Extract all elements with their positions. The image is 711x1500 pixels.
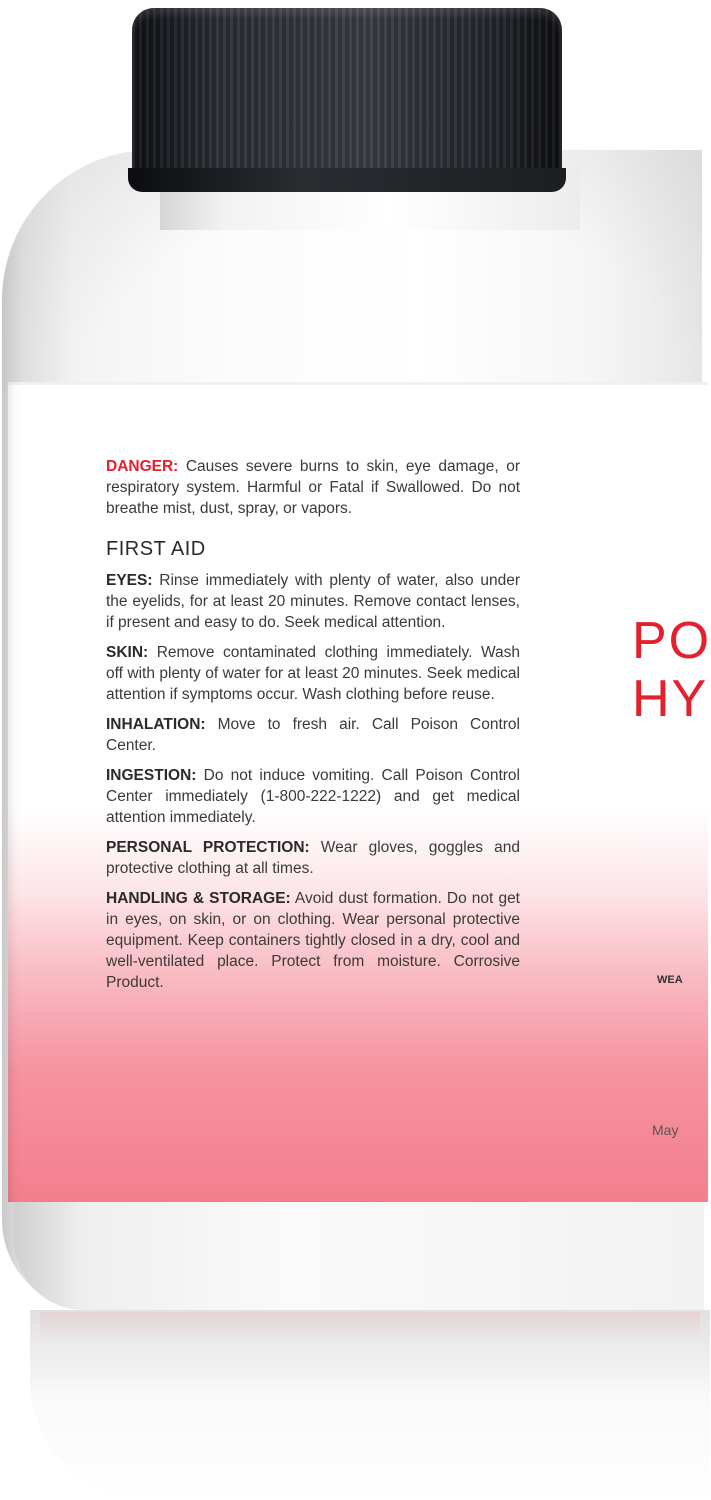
eyes-text: Rinse immediately with plenty of water, also under the eyelids, for at least 20 minutes. Remove contact lenses, if present and easy to do. Seek medical attention. <box>106 572 520 631</box>
label-text-block <box>106 456 520 1002</box>
eyes-key: EYES: <box>106 572 153 589</box>
label-edge <box>8 382 708 385</box>
inhalation-key: INHALATION: <box>106 716 206 733</box>
handling-storage-section <box>106 888 520 993</box>
label-reflection <box>40 1312 700 1342</box>
danger-warning <box>106 456 520 519</box>
personal-protection-section <box>106 837 520 879</box>
ingestion-section <box>106 765 520 828</box>
skin-key: SKIN: <box>106 644 149 661</box>
bottle-cap <box>132 8 562 190</box>
personal-protection-text: Wear gloves, goggles and protective clothing at all times. <box>106 839 520 877</box>
danger-key: DANGER: <box>106 458 179 475</box>
first-aid-title: FIRST AID <box>106 538 206 560</box>
ingestion-text: Do not induce vomiting. Call Poison Control Center immediately (1-800-222-1222) and get medical attention immediately. <box>106 767 520 826</box>
danger-text: Causes severe burns to skin, eye damage, or respiratory system. Harmful or Fatal if Swallowed. Do not breathe mist, dust, spray, or vapors. <box>106 458 520 517</box>
eyes-section <box>106 570 520 633</box>
side-warning-partial: WEA <box>657 974 683 986</box>
bottle-cap-lip <box>128 168 566 192</box>
inhalation-text: Move to fresh air. Call Poison Control Center. <box>106 716 520 754</box>
side-may-partial: May <box>652 1122 679 1138</box>
handling-storage-key: HANDLING & STORAGE: <box>106 890 291 907</box>
skin-text: Remove contaminated clothing immediately. Wash off with plenty of water for at least 20 minutes. Seek medical attention if symptoms occur. Wash clothing before reuse. <box>106 644 520 703</box>
inhalation-section <box>106 714 520 756</box>
product-name-line2: HY <box>632 670 709 728</box>
personal-protection-key: PERSONAL PROTECTION: <box>106 839 310 856</box>
bottle-base <box>14 1200 704 1310</box>
ingestion-key: INGESTION: <box>106 767 197 784</box>
product-name-line1: PO <box>632 612 711 670</box>
skin-section <box>106 642 520 705</box>
product-name-partial <box>632 612 711 728</box>
handling-storage-text: Avoid dust formation. Do not get in eyes, on skin, or on clothing. Wear personal protective equipment. Keep containers tightly closed in a dry, cool and well-ventilated place. Protect from moisture. Corrosive Product. <box>106 890 520 991</box>
